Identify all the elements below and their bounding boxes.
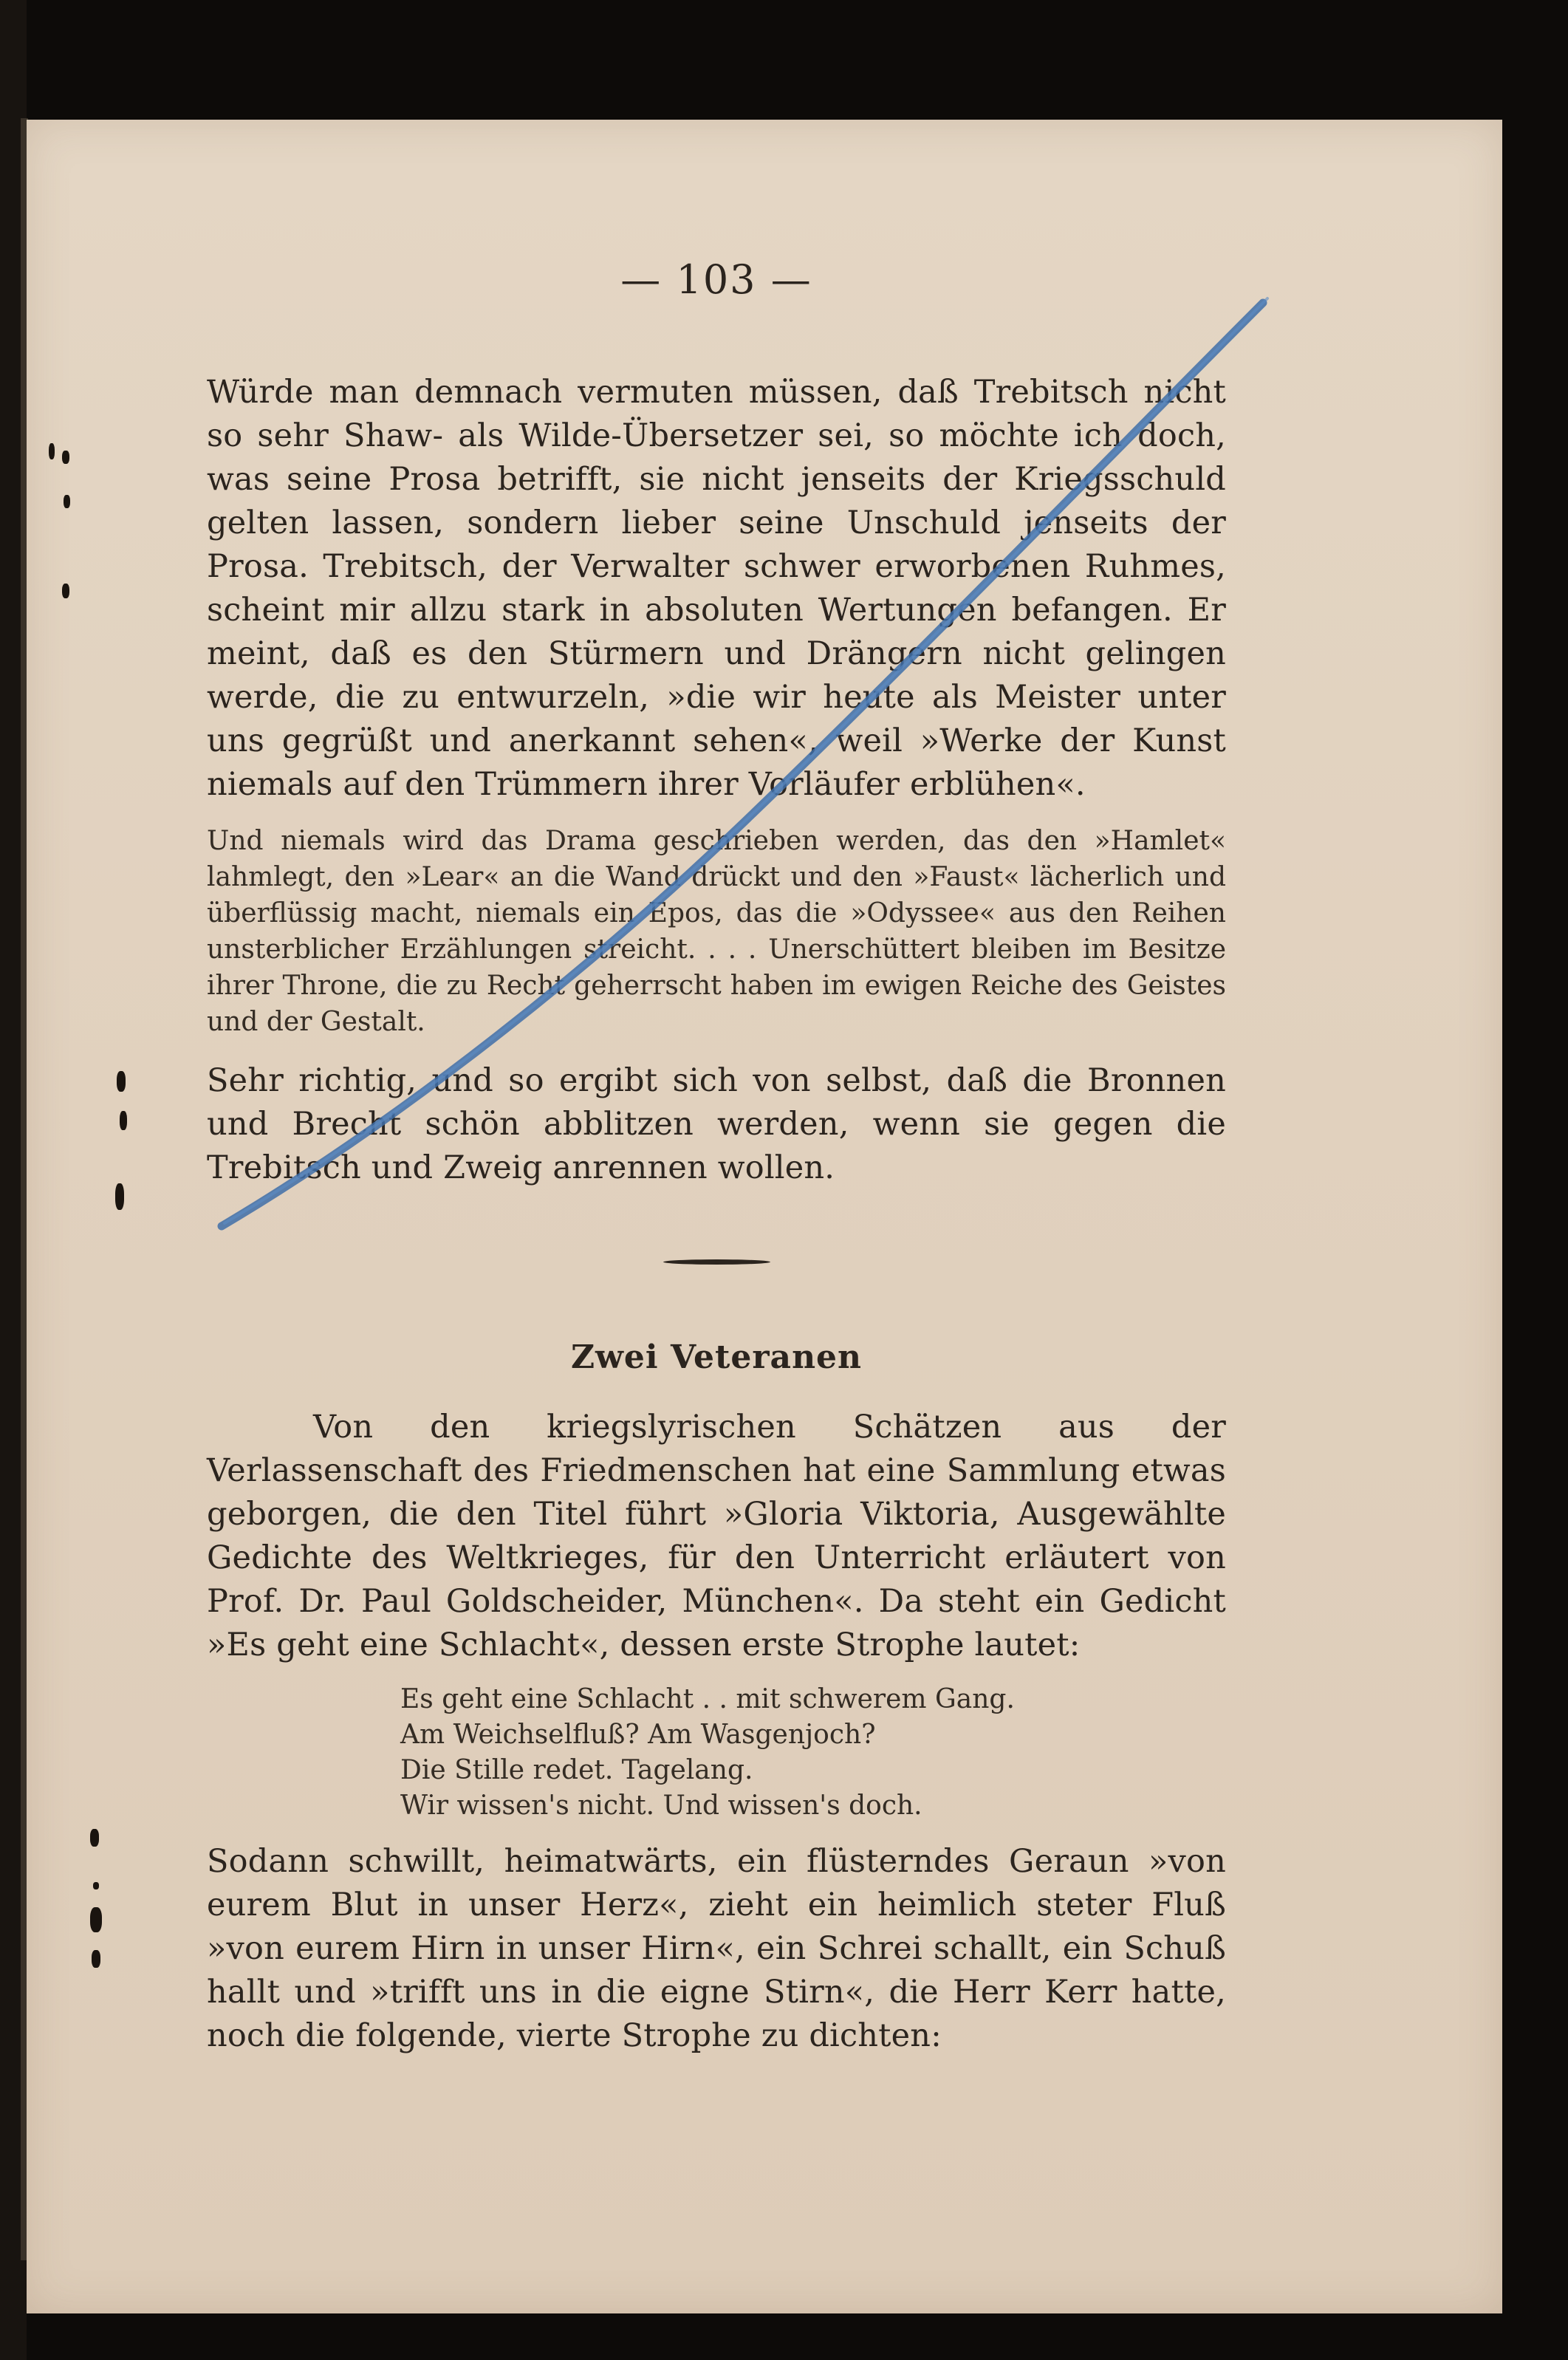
poem-line: Wir wissen's nicht. Und wissen's doch. — [400, 1790, 922, 1821]
page-number: — 103 — — [620, 256, 812, 303]
binding-mark — [92, 1950, 100, 1968]
binding-mark — [117, 1071, 126, 1092]
quoted-passage: Und niemals wird das Drama geschrieben werden, das den »Hamlet« lahmlegt, den »Lear« an die Wand drückt und den »Faust« lächerlich und überflüssig macht, niemals ein Epos, das die »Odyssee« aus den Reihen unsterblicher Erzählungen streicht. . . . Unerschüttert bleiben im Besitze ihrer Throne, die zu Recht geherrscht haben im ewigen Reiche des Geistes und der Gestalt. — [207, 826, 1226, 1037]
poem-line: Es geht eine Schlacht . . mit schwerem Gang. — [400, 1684, 1015, 1714]
section-divider — [663, 1259, 770, 1265]
poem-line: Die Stille redet. Tagelang. — [400, 1755, 753, 1785]
binding-mark — [64, 495, 70, 508]
binding-mark — [120, 1111, 127, 1130]
binding-mark — [62, 451, 69, 464]
binding-edge — [0, 0, 27, 2360]
binding-mark — [90, 1907, 102, 1932]
binding-mark — [90, 1829, 99, 1847]
page-content — [207, 256, 1226, 2058]
binding-mark — [49, 443, 55, 459]
binding-mark — [62, 584, 69, 598]
paragraph-trebitsch: Würde man demnach vermuten müssen, daß Trebitsch nicht so sehr Shaw- als Wilde-Übersetzer sei, so möchte ich doch, was seine Prosa betrifft, sie nicht jenseits der Kriegsschuld gelten lassen, sondern lieber seine Unschuld jenseits der Prosa. Trebitsch, der Verwalter schwer erworbenen Ruhmes, scheint mir allzu stark in absoluten Wertungen befangen. Er meint, daß es den Stürmern und Drängern nicht gelingen werde, die zu entwurzeln, »die wir heute als Meister unter uns gegrüßt und anerkannt sehen«, weil »Werke der Kunst niemals auf den Trümmern ihrer Vorläufer erblühen«. — [207, 374, 1226, 803]
poem-line: Am Weichselfluß? Am Wasgenjoch? — [400, 1720, 876, 1750]
section-title: Zwei Veteranen — [570, 1338, 863, 1376]
binding-mark — [93, 1882, 99, 1889]
book-page — [27, 120, 1502, 2313]
binding-mark — [115, 1183, 124, 1210]
paragraph-kriegslyrik: Von den kriegslyrischen Schätzen aus der Verlassenschaft des Friedmenschen hat eine Sammlung etwas geborgen, die den Titel führt »Gloria Viktoria, Ausgewählte Gedichte des Weltkrieges, für den Unterricht erläutert von Prof. Dr. Paul Goldscheider, München«. Da steht ein Gedicht »Es geht eine Schlacht«, dessen erste Strophe lautet: — [207, 1409, 1226, 1663]
poem-stanza — [400, 1682, 1226, 1824]
paragraph-sehr-richtig: Sehr richtig, und so ergibt sich von selbst, daß die Bronnen und Brecht schön abblitzen werden, wenn sie gegen die Trebitsch und Zweig anrennen wollen. — [207, 1062, 1226, 1186]
paragraph-sodann: Sodann schwillt, heimatwärts, ein flüsterndes Geraun »von eurem Blut in unser Herz«, zieht ein heimlich steter Fluß »von eurem Hirn in unser Hirn«, ein Schrei schallt, ein Schuß hallt und »trifft uns in die eigne Stirn«, die Herr Kerr hatte, noch die folgende, vierte Strophe zu dichten: — [207, 1843, 1226, 2054]
